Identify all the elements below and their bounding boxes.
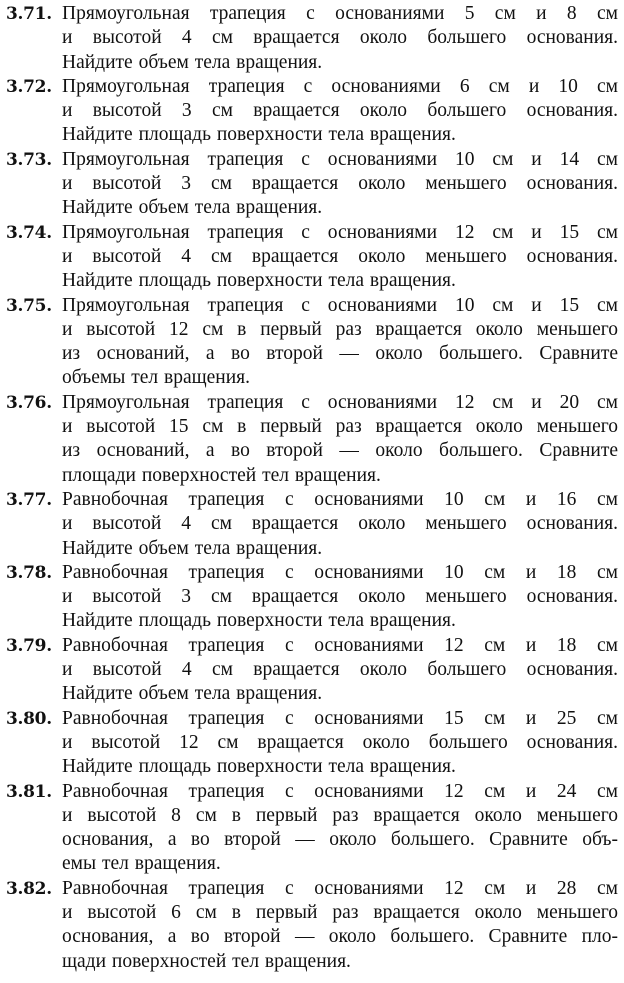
problem-number: 3.79. — [6, 635, 52, 656]
problem-text-line: и высотой 4 см вращается около большего основания. — [62, 27, 618, 49]
problem-number: 3.78. — [6, 562, 52, 583]
problem-text-line: щади поверхностей тел вращения. — [62, 950, 351, 972]
problem-text-line: и высотой 3 см вращается около меньшего основания. — [62, 173, 618, 195]
problem-text — [62, 391, 618, 488]
problem-number: 3.82. — [6, 878, 52, 899]
problem-number: 3.81. — [6, 781, 52, 802]
problem-number: 3.74. — [6, 222, 52, 243]
problem-text-line: и высотой 12 см в первый раз вращается около меньшего — [62, 318, 618, 340]
problem-text — [62, 780, 618, 877]
problem-text — [62, 877, 618, 974]
problem-text-line: Прямоугольная трапеция с основаниями 12 см и 15 см — [62, 221, 618, 243]
problem-text-line: Равнобочная трапеция с основаниями 12 см и 28 см — [62, 877, 618, 899]
problem-text-line: Прямоугольная трапеция с основаниями 5 см и 8 см — [62, 3, 618, 24]
problem-text-line: Равнобочная трапеция с основаниями 12 см и 18 см — [62, 634, 618, 656]
problem-item — [6, 221, 618, 294]
problem-text-line: основания, а во второй — около большего. Сравните пло- — [62, 926, 618, 948]
problem-item — [6, 75, 618, 148]
problem-item — [6, 780, 618, 877]
problem-text — [62, 707, 618, 780]
problem-text-line: Найдите объем тела вращения. — [62, 51, 323, 73]
problem-item — [6, 634, 618, 707]
problem-text-line: Найдите площадь поверхности тела вращения. — [62, 756, 456, 778]
problem-text-line: и высотой 6 см в первый раз вращается около меньшего — [62, 901, 618, 923]
problem-item — [6, 391, 618, 488]
problem-text-line: Найдите площадь поверхности тела вращения. — [62, 270, 456, 292]
problem-text — [62, 75, 618, 148]
problem-text-line: Равнобочная трапеция с основаниями 15 см и 25 см — [62, 707, 618, 729]
problem-text-line: Найдите объем тела вращения. — [62, 197, 323, 219]
problem-number: 3.72. — [6, 76, 52, 97]
problem-text-line: Найдите площадь поверхности тела вращения. — [62, 610, 456, 632]
problem-text-line: и высотой 3 см вращается около большего основания. — [62, 100, 618, 122]
problem-text-line: Найдите объем тела вращения. — [62, 537, 323, 559]
problem-text — [62, 148, 618, 221]
problem-text-line: Равнобочная трапеция с основаниями 10 см и 16 см — [62, 488, 618, 510]
problem-text — [62, 634, 618, 707]
problem-item — [6, 488, 618, 561]
problem-text — [62, 561, 618, 634]
problem-item — [6, 2, 618, 75]
problem-item — [6, 877, 618, 974]
problem-text-line: Прямоугольная трапеция с основаниями 6 см и 10 см — [62, 75, 618, 97]
problem-text-line: площади поверхностей тел вращения. — [62, 464, 381, 486]
problem-number: 3.77. — [6, 489, 52, 510]
problem-item — [6, 561, 618, 634]
problem-number: 3.76. — [6, 392, 52, 413]
problem-number: 3.75. — [6, 295, 52, 316]
problem-text-line: Равнобочная трапеция с основаниями 10 см и 18 см — [62, 561, 618, 583]
problem-text — [62, 221, 618, 294]
problem-text-line: и высотой 4 см вращается около меньшего основания. — [62, 245, 618, 267]
problem-text-line: из оснований, а во второй — около большего. Сравните — [62, 343, 618, 365]
problem-number: 3.71. — [6, 4, 52, 24]
problem-text-line: и высотой 4 см вращается около большего основания. — [62, 659, 618, 681]
problem-text-line: и высотой 15 см в первый раз вращается около меньшего — [62, 416, 618, 438]
problem-text-line: Прямоугольная трапеция с основаниями 10 см и 14 см — [62, 148, 618, 170]
problem-text-line: и высотой 12 см вращается около большего основания. — [62, 731, 618, 753]
problem-item — [6, 294, 618, 391]
problem-text-line: Равнобочная трапеция с основаниями 12 см и 24 см — [62, 780, 618, 802]
problem-text-line: основания, а во второй — около большего. Сравните объ- — [62, 829, 618, 851]
problem-text-line: Прямоугольная трапеция с основаниями 12 см и 20 см — [62, 391, 618, 413]
problem-text-line: и высотой 8 см в первый раз вращается около меньшего — [62, 804, 618, 826]
problem-number: 3.73. — [6, 149, 52, 170]
problem-text — [62, 488, 618, 561]
problem-item — [6, 707, 618, 780]
problem-number: 3.80. — [6, 708, 52, 729]
problem-text-line: объемы тел вращения. — [62, 367, 251, 389]
problem-text — [62, 2, 618, 75]
problem-item — [6, 148, 618, 221]
problem-text-line: и высотой 3 см вращается около меньшего основания. — [62, 586, 618, 608]
problem-text-line: и высотой 4 см вращается около меньшего основания. — [62, 513, 618, 535]
problem-list — [6, 2, 618, 974]
problem-text — [62, 294, 618, 391]
problem-text-line: Найдите объем тела вращения. — [62, 683, 323, 705]
problem-text-line: Прямоугольная трапеция с основаниями 10 см и 15 см — [62, 294, 618, 316]
problem-text-line: Найдите площадь поверхности тела вращения. — [62, 124, 456, 146]
problem-text-line: из оснований, а во второй — около большего. Сравните — [62, 440, 618, 462]
problem-text-line: емы тел вращения. — [62, 853, 221, 875]
